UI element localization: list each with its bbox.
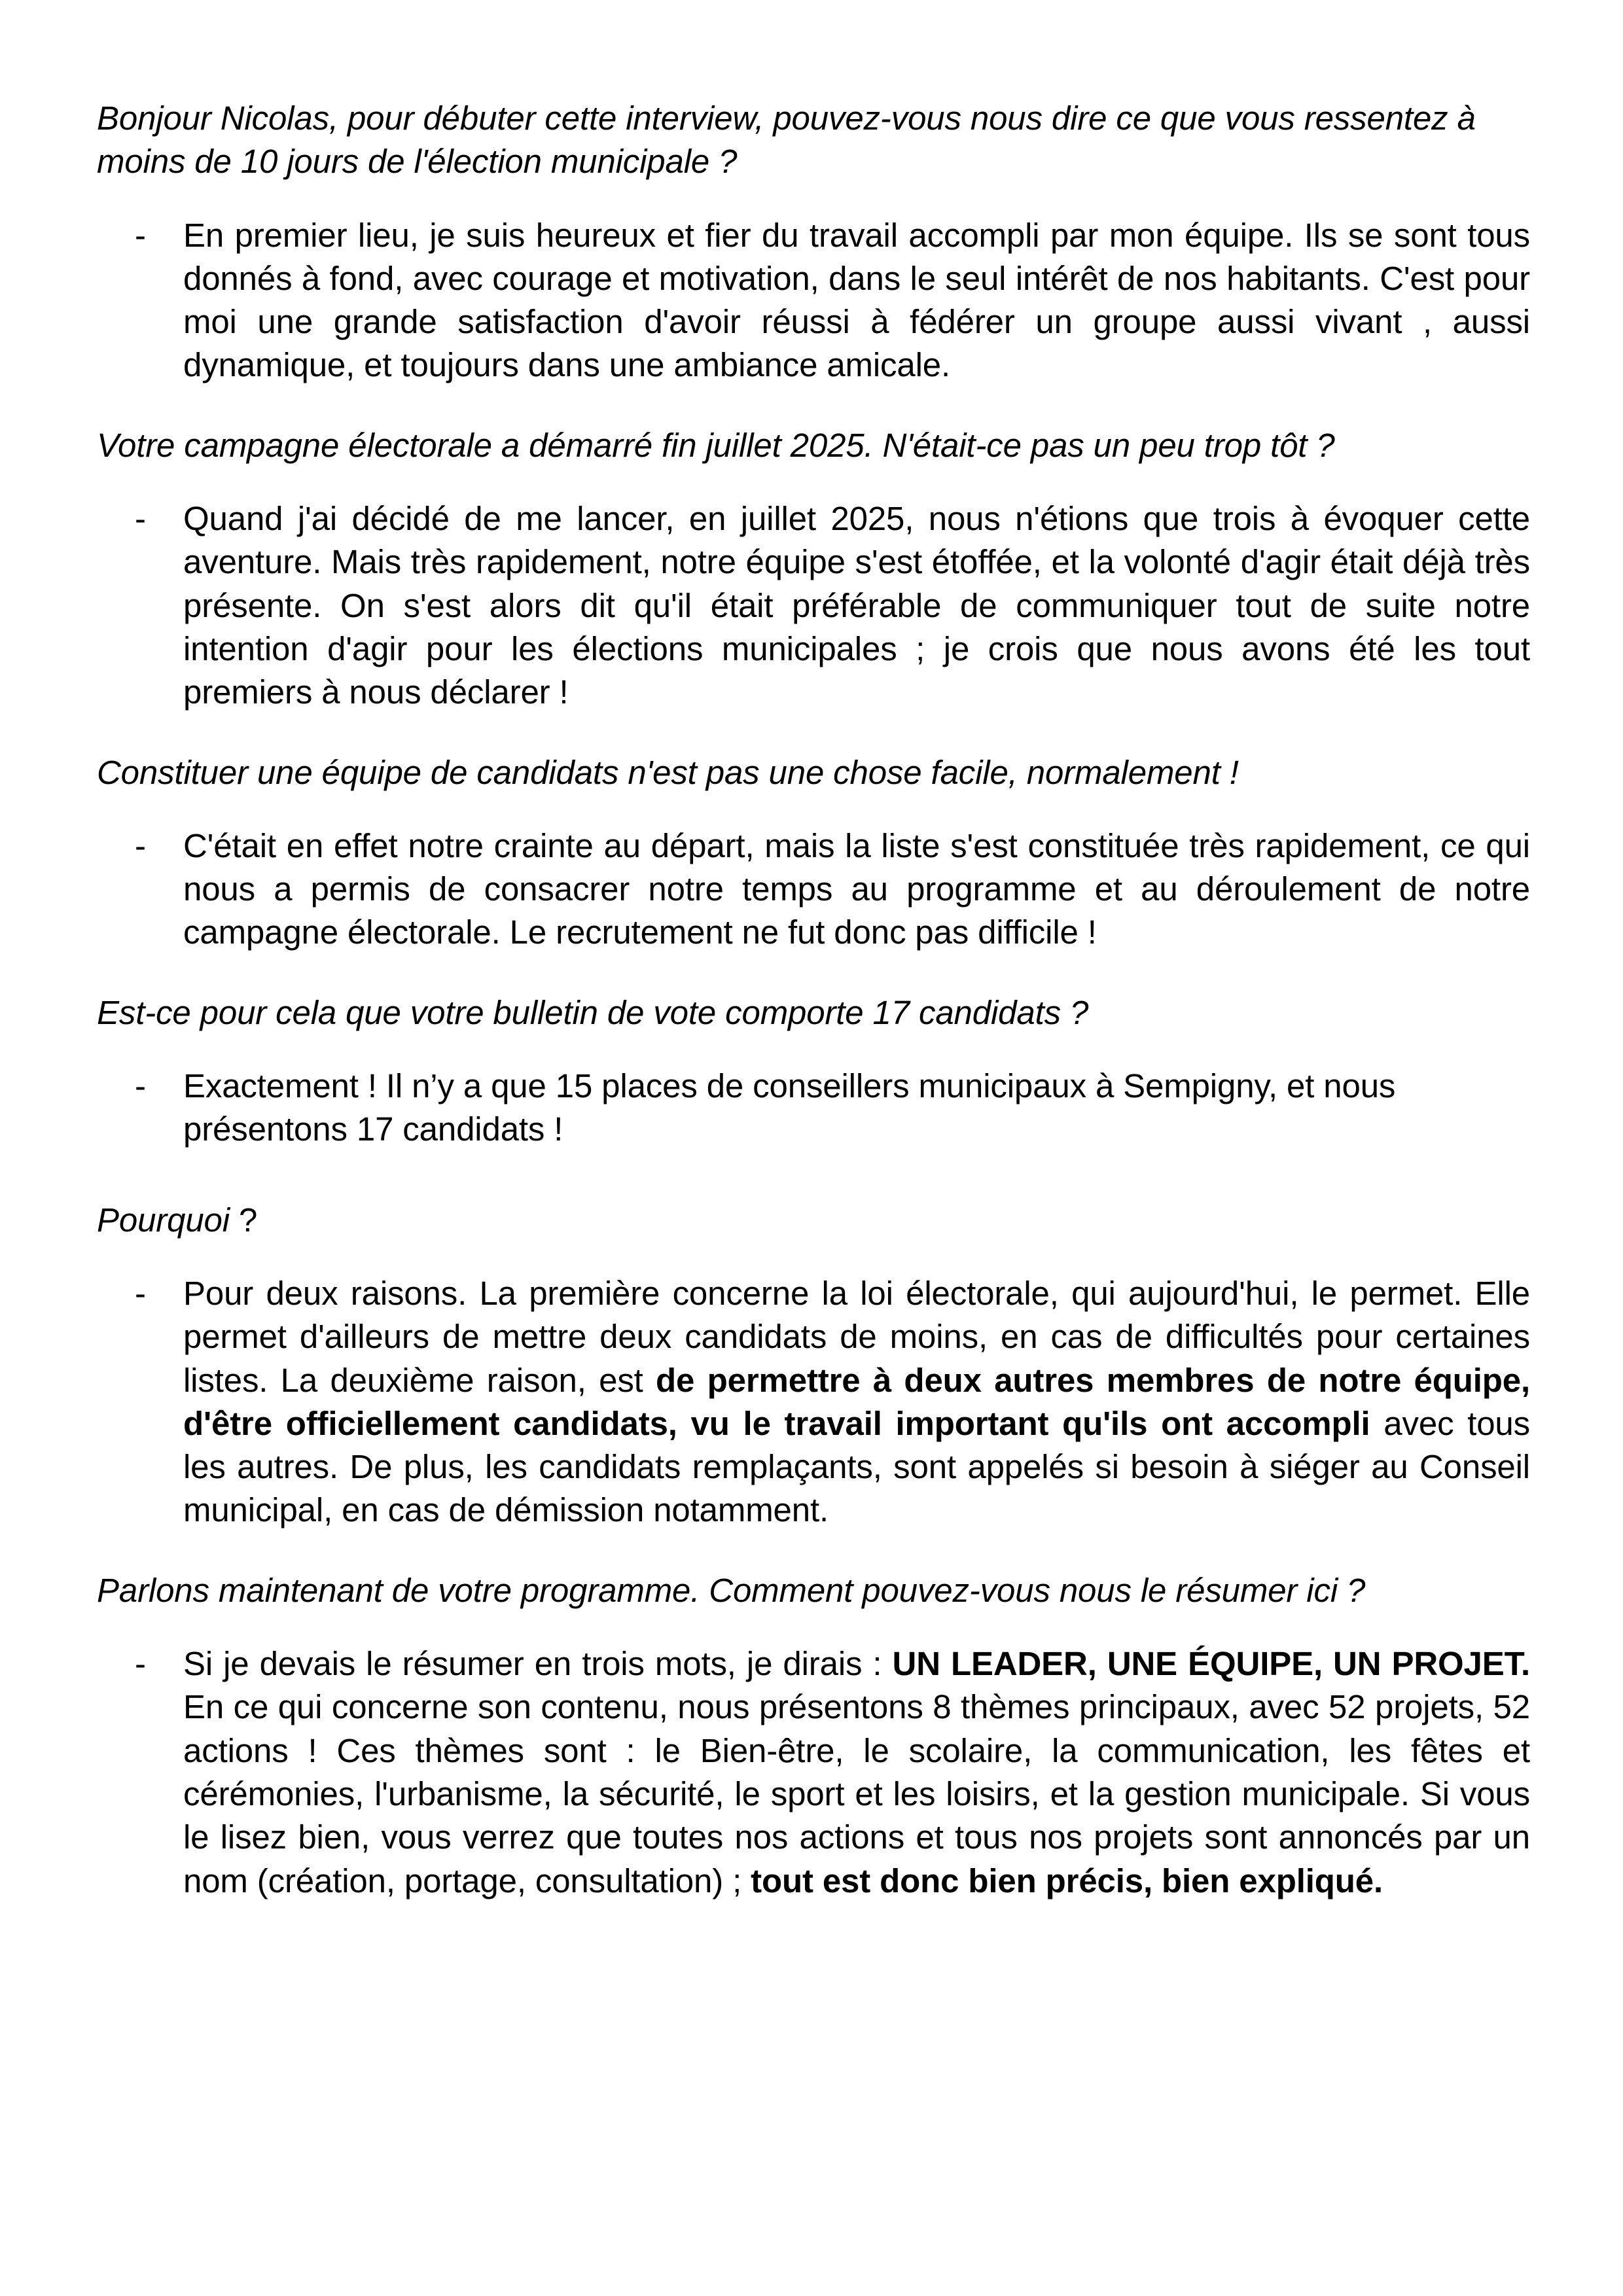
answer-6-text xyxy=(183,1642,1530,1903)
question-4: Est-ce pour cela que votre bulletin de vote comporte 17 candidats ? xyxy=(97,993,1089,1031)
bullet-dash-icon: - xyxy=(135,216,146,254)
answer-6-part1: Si je devais le résumer en trois mots, je dirais : xyxy=(183,1645,893,1683)
spacer xyxy=(97,985,1530,991)
spacer xyxy=(97,745,1530,751)
question-6: Parlons maintenant de votre programme. Comment pouvez-vous nous le résumer ici ? xyxy=(97,1571,1366,1609)
answer-3 xyxy=(97,824,1530,955)
answer-4-text: Exactement ! Il n’y a que 15 places de conseillers municipaux à Sempigny, et nous présentons 17 candidats ! xyxy=(183,1067,1396,1148)
answer-5-part1: Pour deux raisons. La première concerne la loi électorale, qui aujourd'hui, le permet. Elle permet d'ailleurs de mettre deux candidats de moins, en cas de difficultés pour certaines listes. La deuxième raison, est xyxy=(183,1274,1530,1399)
answer-6-bold1: UN LEADER, UNE ÉQUIPE, UN PROJET. xyxy=(892,1645,1530,1683)
answer-4 xyxy=(97,1065,1530,1152)
bullet-dash-icon: - xyxy=(135,500,146,538)
answer-5-bold1: de permettre à deux autres membres de notre équipe, d'être officiellement candidats, vu le travail important qu'ils ont accompli xyxy=(183,1361,1530,1442)
bullet-dash-icon: - xyxy=(135,1067,146,1105)
spacer xyxy=(97,1563,1530,1569)
question-3: Constituer une équipe de candidats n'est pas une chose facile, normalement ! xyxy=(97,753,1239,791)
question-2: Votre campagne électorale a démarré fin juillet 2025. N'était-ce pas un peu trop tôt ? xyxy=(97,426,1335,464)
question-1: Bonjour Nicolas, pour débuter cette interview, pouvez-vous nous dire ce que vous ressentez à moins de 10 jours de l'élection municipale ? xyxy=(97,99,1476,181)
answer-3-text: C'était en effet notre crainte au départ, mais la liste s'est constituée très rapidement, ce qui nous a permis de consacrer notre temps au programme et au déroulement de notre campagne électorale. Le recrutement ne fut donc pas difficile ! xyxy=(183,826,1530,951)
answer-6 xyxy=(97,1642,1530,1903)
document-body xyxy=(97,97,1530,1903)
answer-5 xyxy=(97,1272,1530,1532)
question-5-upright: ? xyxy=(229,1201,258,1239)
answer-5-part2: avec tous les autres. De plus, les candidats remplaçants, sont appelés si besoin à siéger au Conseil municipal, en cas de démission notamment. xyxy=(183,1404,1530,1529)
bullet-dash-icon: - xyxy=(135,1645,146,1683)
answer-5-text xyxy=(183,1272,1530,1532)
answer-2 xyxy=(97,497,1530,714)
question-5-italic: Pourquoi xyxy=(97,1201,230,1239)
answer-1 xyxy=(97,214,1530,387)
question-5 xyxy=(97,1199,1530,1242)
bullet-dash-icon: - xyxy=(135,1274,146,1312)
answer-6-bold2: tout est donc bien précis, bien expliqué. xyxy=(751,1862,1383,1899)
answer-2-text: Quand j'ai décidé de me lancer, en juillet 2025, nous n'étions que trois à évoquer cette aventure. Mais très rapidement, notre équipe s'est étoffée, et la volonté d'agir était déjà très présente. On s'est alors dit qu'il était préférable de communiquer tout de suite notre intention d'agir pour les élections municipales ; je crois que nous avons été les tout premiers à nous déclarer ! xyxy=(183,500,1530,711)
spacer xyxy=(97,1182,1530,1199)
answer-6-part2: En ce qui concerne son contenu, nous présentons 8 thèmes principaux, avec 52 projets, 52 actions ! Ces thèmes sont : le Bien-être, le scolaire, la communication, les fêtes et cérémonies, l'urbanisme, la sécurité, le sport et les loisirs, et la gestion municipale. Si vous le lisez bien, vous verrez que toutes nos actions et tous nos projets sont annoncés par un nom (création, portage, consultation) ; xyxy=(183,1688,1530,1899)
bullet-dash-icon: - xyxy=(135,826,146,864)
spacer xyxy=(97,417,1530,424)
answer-1-text: En premier lieu, je suis heureux et fier du travail accompli par mon équipe. Ils se sont tous donnés à fond, avec courage et motivation, dans le seul intérêt de nos habitants. C'est pour moi une grande satisfaction d'avoir réussi à fédérer un groupe aussi vivant , aussi dynamique, et toujours dans une ambiance amicale. xyxy=(183,216,1530,384)
